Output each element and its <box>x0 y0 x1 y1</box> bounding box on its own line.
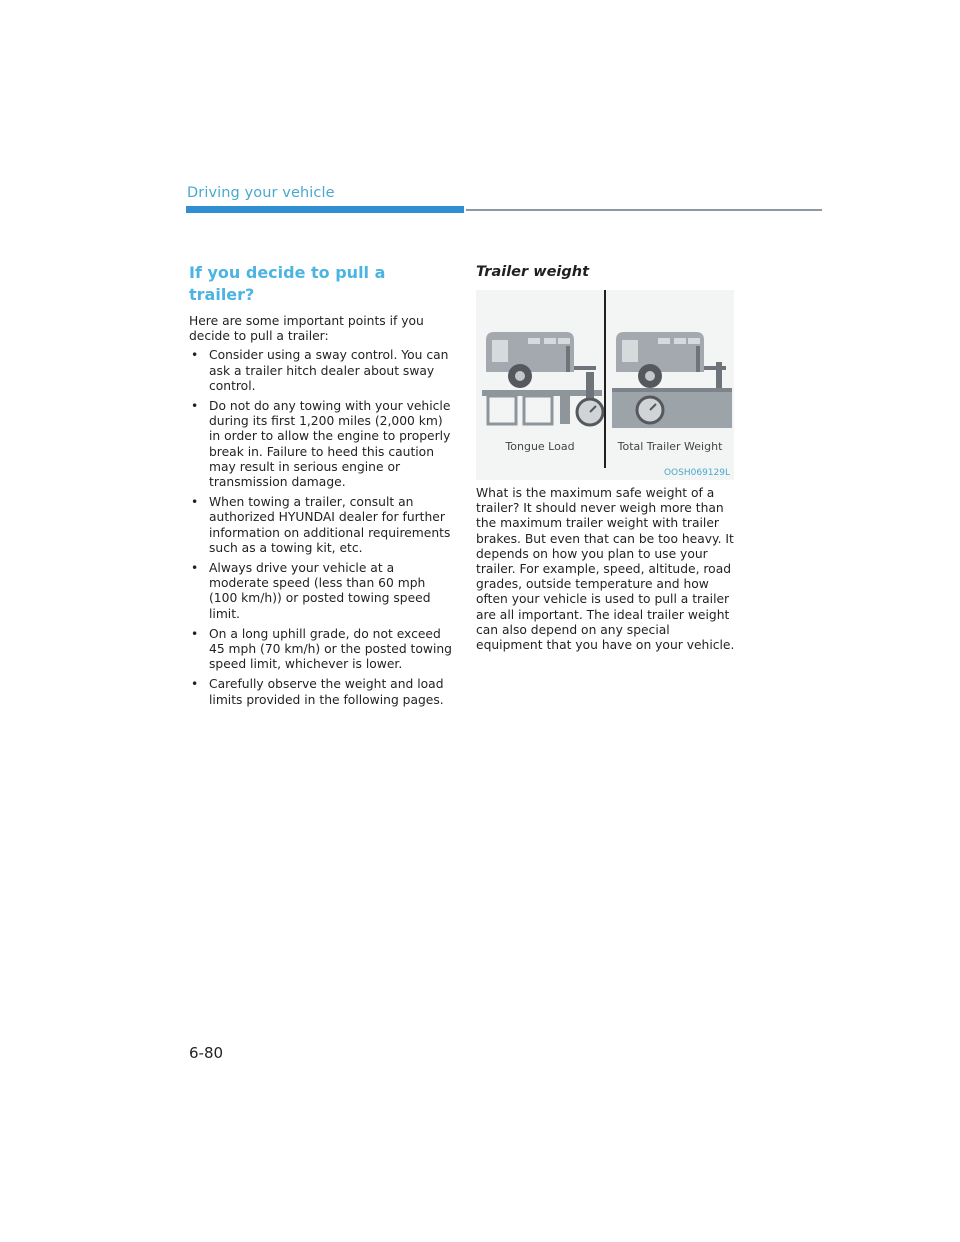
list-item <box>189 399 454 490</box>
right-column <box>476 262 736 653</box>
list-item-text: On a long uphill grade, do not exceed 45 mph (70 km/h) or the posted towing speed limit, whichever is lower. <box>209 626 452 672</box>
page-number: 6-80 <box>189 1044 224 1062</box>
bullet-icon: • <box>191 348 199 363</box>
bullet-icon: • <box>191 399 199 414</box>
bullet-list <box>189 348 454 707</box>
figure-caption-total-weight: Total Trailer Weight <box>617 440 723 453</box>
header-rule <box>466 209 822 211</box>
header-accent-bar <box>186 206 464 213</box>
list-item <box>189 677 454 707</box>
list-item <box>189 495 454 556</box>
intro-paragraph: Here are some important points if you decide to pull a trailer: <box>189 314 424 344</box>
tongue-load-illustration <box>480 320 604 430</box>
figure-code: OOSH069129L <box>663 468 730 478</box>
list-item-text: Carefully observe the weight and load limits provided in the following pages. <box>209 677 444 707</box>
left-column <box>189 262 454 713</box>
list-item <box>189 348 454 394</box>
bullet-icon: • <box>191 561 199 576</box>
list-item-text: Consider using a sway control. You can ask a trailer hitch dealer about sway control. <box>209 348 449 393</box>
section-heading: If you decide to pull a trailer? <box>189 263 386 304</box>
list-item-text: Do not do any towing with your vehicle during its first 1,200 miles (2,000 km) in order to allow the engine to properly break in. Failure to heed this caution may result in serious engine or transmission damage. <box>209 399 451 490</box>
subsection-heading: Trailer weight <box>476 264 590 280</box>
trailer-weight-figure <box>476 290 734 480</box>
bullet-icon: • <box>191 626 199 641</box>
list-item <box>189 561 454 622</box>
total-weight-illustration <box>610 320 734 430</box>
header-title: Driving your vehicle <box>187 185 335 201</box>
body-paragraph: What is the maximum safe weight of a trailer? It should never weigh more than the maximum trailer weight with trailer brakes. But even that can be too heavy. It depends on how you plan to use your trailer. For example, speed, altitude, road grades, outside temperature and how often your vehicle is used to pull a trailer are all important. The ideal trailer weight can also depend on any special equipment that you have on your vehicle. <box>476 486 735 653</box>
bullet-icon: • <box>191 677 199 692</box>
bullet-icon: • <box>191 495 199 510</box>
list-item <box>189 627 454 673</box>
list-item-text: Always drive your vehicle at a moderate speed (less than 60 mph (100 km/h)) or posted towing speed limit. <box>209 561 431 621</box>
figure-caption-tongue-load: Tongue Load <box>505 440 575 453</box>
list-item-text: When towing a trailer, consult an authorized HYUNDAI dealer for further information on additional requirements such as a towing kit, etc. <box>209 495 451 555</box>
